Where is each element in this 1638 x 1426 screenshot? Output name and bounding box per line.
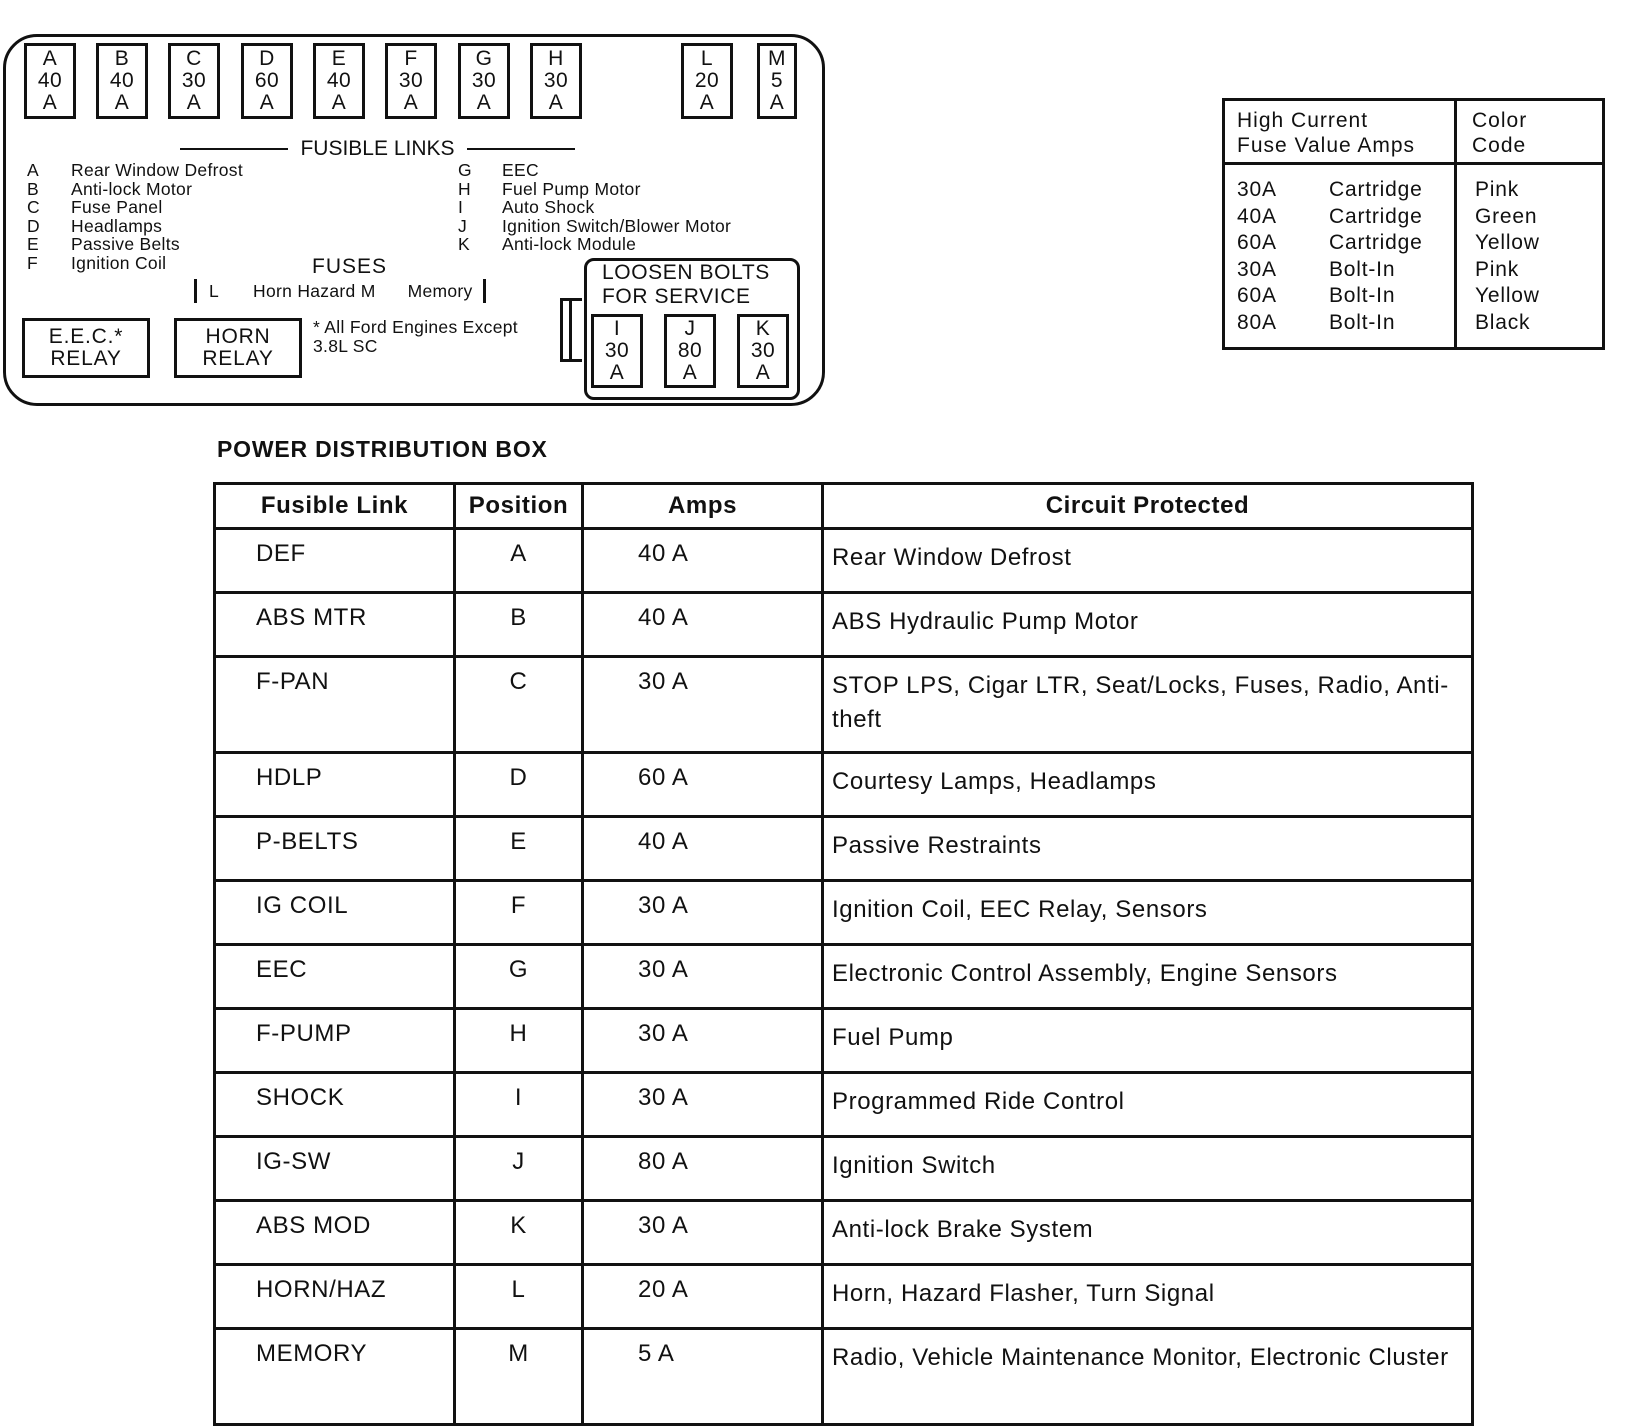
cell-position: C bbox=[455, 657, 583, 753]
fusible-links-title: FUSIBLE LINKS bbox=[300, 137, 455, 160]
legend-key: E bbox=[27, 234, 39, 254]
table-row bbox=[215, 881, 1473, 945]
cell-amps: 80 A bbox=[583, 1137, 823, 1201]
eec-relay-line2: RELAY bbox=[50, 347, 122, 370]
legend-label: Ignition Coil bbox=[71, 252, 167, 273]
fuse-unit: A bbox=[769, 91, 785, 114]
color-table-type: Cartridge bbox=[1329, 204, 1423, 228]
fuse-h bbox=[530, 43, 582, 119]
cell-amps: 30 A bbox=[583, 881, 823, 945]
header-circuit-protected: Circuit Protected bbox=[823, 484, 1473, 529]
fuse-id: H bbox=[548, 47, 564, 70]
loosen-bolts-line2: FOR SERVICE bbox=[602, 285, 751, 308]
cell-link: P-BELTS bbox=[215, 817, 455, 881]
legend-item bbox=[27, 217, 243, 236]
cell-position: D bbox=[455, 753, 583, 817]
cell-link: F-PUMP bbox=[215, 1009, 455, 1073]
legend-key: C bbox=[27, 197, 40, 217]
fuse-a bbox=[24, 43, 76, 119]
fuse-amps: 5 bbox=[770, 69, 784, 92]
bolt-block-connector-inner bbox=[569, 298, 572, 362]
color-table-type: Bolt-In bbox=[1329, 257, 1396, 281]
legend-item bbox=[458, 217, 731, 236]
color-table-amps: 30A bbox=[1237, 178, 1277, 201]
table-body bbox=[215, 529, 1473, 1425]
cell-circuit: STOP LPS, Cigar LTR, Seat/Locks, Fuses, Radio, Anti-theft bbox=[823, 657, 1473, 753]
legend-key: I bbox=[458, 197, 464, 217]
cell-link: SHOCK bbox=[215, 1073, 455, 1137]
color-table-header-color-line2: Code bbox=[1472, 134, 1527, 157]
fuse-unit: A bbox=[476, 91, 492, 114]
color-table-amps: 80A bbox=[1237, 310, 1277, 334]
fuse-m bbox=[757, 43, 797, 119]
fuse-g bbox=[458, 43, 510, 119]
fuse-id: E bbox=[331, 47, 347, 70]
horn-relay bbox=[174, 318, 302, 378]
fuse-d bbox=[241, 43, 293, 119]
fuse-amps: 40 bbox=[37, 69, 63, 92]
cell-circuit: Radio, Vehicle Maintenance Monitor, Electronic Cluster bbox=[823, 1329, 1473, 1425]
fuses-legend-l: L bbox=[209, 280, 220, 301]
legend-key: A bbox=[27, 160, 39, 180]
fuse-l bbox=[681, 43, 733, 119]
table-row bbox=[215, 657, 1473, 753]
cell-amps: 30 A bbox=[583, 1201, 823, 1265]
cell-position: B bbox=[455, 593, 583, 657]
cell-amps: 40 A bbox=[583, 817, 823, 881]
fuses-legend-bar-right bbox=[483, 279, 486, 303]
fuse-id: G bbox=[475, 47, 493, 70]
fuse-amps: 30 bbox=[750, 339, 776, 362]
table-row bbox=[215, 1265, 1473, 1329]
fuse-f bbox=[385, 43, 437, 119]
color-table-color: Yellow bbox=[1475, 231, 1540, 254]
legend-label: Anti-lock Module bbox=[502, 234, 637, 254]
engine-footnote-line2: 3.8L SC bbox=[313, 336, 378, 356]
fuse-unit: A bbox=[42, 91, 58, 114]
table-row bbox=[215, 1201, 1473, 1265]
engine-footnote-line1: * All Ford Engines Except bbox=[313, 317, 518, 337]
fuse-amps: 80 bbox=[677, 339, 703, 362]
legend-label: Passive Belts bbox=[71, 234, 180, 254]
cell-circuit: Ignition Coil, EEC Relay, Sensors bbox=[823, 881, 1473, 945]
fuse-id: I bbox=[613, 317, 621, 340]
fuse-unit: A bbox=[403, 91, 419, 114]
fuses-legend-horn-hazard: Horn Hazard M bbox=[253, 280, 376, 301]
fuse-unit: A bbox=[548, 91, 564, 114]
legend-key: K bbox=[458, 234, 470, 254]
legend-key: J bbox=[458, 215, 468, 236]
fuse-amps: 30 bbox=[543, 69, 569, 92]
table-row bbox=[215, 945, 1473, 1009]
legend-label: Auto Shock bbox=[502, 197, 595, 217]
color-table-color: Yellow bbox=[1475, 284, 1540, 307]
fuse-amps: 30 bbox=[471, 69, 497, 92]
fuse-j bbox=[664, 314, 716, 388]
cell-amps: 30 A bbox=[583, 945, 823, 1009]
table-row bbox=[215, 1073, 1473, 1137]
fusible-links-heading bbox=[180, 135, 575, 163]
cell-circuit: Fuel Pump bbox=[823, 1009, 1473, 1073]
cell-circuit: Programmed Ride Control bbox=[823, 1073, 1473, 1137]
table-row bbox=[215, 1009, 1473, 1073]
cell-circuit: Rear Window Defrost bbox=[823, 529, 1473, 593]
cell-circuit: Electronic Control Assembly, Engine Sensors bbox=[823, 945, 1473, 1009]
cell-amps: 60 A bbox=[583, 753, 823, 817]
fuse-unit: A bbox=[755, 361, 771, 384]
engine-footnote bbox=[313, 318, 518, 356]
fusible-links-legend-left bbox=[27, 161, 243, 272]
fuse-amps: 30 bbox=[398, 69, 424, 92]
cell-amps: 5 A bbox=[583, 1329, 823, 1425]
header-amps: Amps bbox=[583, 484, 823, 529]
heading-rule-right bbox=[467, 148, 575, 150]
fuse-id: M bbox=[768, 47, 786, 70]
fuse-color-code-table bbox=[1222, 98, 1605, 350]
cell-circuit: ABS Hydraulic Pump Motor bbox=[823, 593, 1473, 657]
fuse-id: C bbox=[186, 47, 202, 70]
legend-key: D bbox=[27, 215, 40, 236]
cell-position: L bbox=[455, 1265, 583, 1329]
legend-item bbox=[27, 161, 243, 180]
cell-amps: 30 A bbox=[583, 657, 823, 753]
cell-amps: 30 A bbox=[583, 1009, 823, 1073]
cell-link: ABS MOD bbox=[215, 1201, 455, 1265]
legend-item bbox=[458, 235, 731, 254]
legend-item bbox=[27, 198, 243, 217]
color-table-color: Pink bbox=[1475, 257, 1520, 281]
header-fusible-link: Fusible Link bbox=[215, 484, 455, 529]
legend-item bbox=[458, 180, 731, 199]
legend-item bbox=[27, 235, 243, 254]
table-row bbox=[215, 529, 1473, 593]
table-row bbox=[215, 753, 1473, 817]
color-table-color: Green bbox=[1475, 204, 1538, 228]
fuses-title: FUSES bbox=[312, 255, 388, 278]
loosen-bolts-line1: LOOSEN BOLTS bbox=[602, 261, 770, 284]
legend-label: EEC bbox=[502, 160, 539, 180]
legend-label: Anti-lock Motor bbox=[71, 178, 193, 199]
fuse-id: J bbox=[684, 317, 696, 340]
eec-relay-line1: E.E.C.* bbox=[48, 325, 124, 348]
fuse-k bbox=[737, 314, 789, 388]
cell-position: H bbox=[455, 1009, 583, 1073]
legend-label: Fuel Pump Motor bbox=[502, 178, 641, 199]
cell-link: IG-SW bbox=[215, 1137, 455, 1201]
fuse-amps: 40 bbox=[109, 69, 135, 92]
cell-amps: 40 A bbox=[583, 529, 823, 593]
fuse-amps: 40 bbox=[326, 69, 352, 92]
fuse-i bbox=[591, 314, 643, 388]
legend-label: Headlamps bbox=[71, 215, 163, 236]
cell-position: G bbox=[455, 945, 583, 1009]
color-table-header-rule bbox=[1222, 162, 1605, 165]
cell-link: ABS MTR bbox=[215, 593, 455, 657]
fuse-unit: A bbox=[114, 91, 130, 114]
cell-position: J bbox=[455, 1137, 583, 1201]
header-position: Position bbox=[455, 484, 583, 529]
cell-position: I bbox=[455, 1073, 583, 1137]
legend-key: G bbox=[458, 160, 472, 180]
fusible-links-legend-right bbox=[458, 161, 731, 254]
cell-position: E bbox=[455, 817, 583, 881]
fuses-legend bbox=[194, 279, 486, 303]
table-row bbox=[215, 817, 1473, 881]
legend-label: Ignition Switch/Blower Motor bbox=[502, 215, 732, 236]
horn-relay-line1: HORN bbox=[205, 325, 271, 348]
cell-position: A bbox=[455, 529, 583, 593]
fuse-id: F bbox=[404, 47, 418, 70]
fusible-link-table bbox=[213, 482, 1474, 1426]
cell-position: F bbox=[455, 881, 583, 945]
cell-circuit: Anti-lock Brake System bbox=[823, 1201, 1473, 1265]
fuse-unit: A bbox=[331, 91, 347, 114]
color-table-header-value bbox=[1237, 108, 1415, 158]
color-table-type: Cartridge bbox=[1329, 231, 1423, 254]
fuse-unit: A bbox=[259, 91, 275, 114]
fuse-e bbox=[313, 43, 365, 119]
color-table-type: Bolt-In bbox=[1329, 310, 1396, 334]
cell-circuit: Ignition Switch bbox=[823, 1137, 1473, 1201]
table-row bbox=[215, 593, 1473, 657]
cell-circuit: Courtesy Lamps, Headlamps bbox=[823, 753, 1473, 817]
table-row bbox=[215, 1329, 1473, 1425]
horn-relay-line2: RELAY bbox=[202, 347, 274, 370]
cell-link: IG COIL bbox=[215, 881, 455, 945]
cell-circuit: Passive Restraints bbox=[823, 817, 1473, 881]
cell-link: HORN/HAZ bbox=[215, 1265, 455, 1329]
color-table-type: Bolt-In bbox=[1329, 284, 1396, 307]
fuses-legend-memory: Memory bbox=[407, 280, 473, 301]
fuse-unit: A bbox=[609, 361, 625, 384]
power-distribution-box-title: POWER DISTRIBUTION BOX bbox=[217, 436, 548, 462]
color-table-amps: 60A bbox=[1237, 284, 1277, 307]
cell-link: F-PAN bbox=[215, 657, 455, 753]
fuse-unit: A bbox=[699, 91, 715, 114]
table-row bbox=[215, 1137, 1473, 1201]
fuse-id: A bbox=[42, 47, 58, 70]
cell-link: MEMORY bbox=[215, 1329, 455, 1425]
eec-relay bbox=[22, 318, 150, 378]
fuse-unit: A bbox=[186, 91, 202, 114]
fuse-b bbox=[96, 43, 148, 119]
cell-position: K bbox=[455, 1201, 583, 1265]
cell-link: HDLP bbox=[215, 753, 455, 817]
color-table-color: Pink bbox=[1475, 178, 1520, 201]
color-table-amps: 40A bbox=[1237, 204, 1277, 228]
legend-item bbox=[27, 180, 243, 199]
legend-label: Rear Window Defrost bbox=[71, 160, 244, 180]
fuse-unit: A bbox=[682, 361, 698, 384]
legend-item bbox=[458, 161, 731, 180]
legend-item bbox=[458, 198, 731, 217]
color-table-header-color bbox=[1472, 108, 1527, 158]
color-table-amps: 30A bbox=[1237, 257, 1277, 281]
fuse-id: D bbox=[259, 47, 275, 70]
loosen-bolts-label bbox=[602, 261, 770, 309]
fuse-amps: 30 bbox=[604, 339, 630, 362]
color-table-type: Cartridge bbox=[1329, 178, 1423, 201]
fuse-id: L bbox=[700, 47, 714, 70]
fuses-legend-bar-left bbox=[194, 279, 197, 303]
fuse-amps: 30 bbox=[181, 69, 207, 92]
color-table-header-value-line1: High Current bbox=[1237, 109, 1369, 132]
legend-item bbox=[27, 254, 243, 273]
color-table-header-value-line2: Fuse Value Amps bbox=[1237, 134, 1416, 157]
legend-key: F bbox=[27, 252, 38, 273]
color-table-amps: 60A bbox=[1237, 231, 1277, 254]
table-header-row bbox=[215, 484, 1473, 529]
legend-key: B bbox=[27, 178, 39, 199]
heading-rule-left bbox=[180, 148, 288, 150]
fuse-amps: 60 bbox=[254, 69, 280, 92]
fuse-c bbox=[168, 43, 220, 119]
cell-amps: 40 A bbox=[583, 593, 823, 657]
cell-link: EEC bbox=[215, 945, 455, 1009]
legend-label: Fuse Panel bbox=[71, 197, 163, 217]
fuse-id: B bbox=[114, 47, 130, 70]
cell-position: M bbox=[455, 1329, 583, 1425]
cell-circuit: Horn, Hazard Flasher, Turn Signal bbox=[823, 1265, 1473, 1329]
cell-link: DEF bbox=[215, 529, 455, 593]
cell-amps: 20 A bbox=[583, 1265, 823, 1329]
fuse-id: K bbox=[755, 317, 771, 340]
cell-amps: 30 A bbox=[583, 1073, 823, 1137]
color-table-color: Black bbox=[1475, 310, 1531, 334]
fuse-amps: 20 bbox=[694, 69, 720, 92]
legend-key: H bbox=[458, 178, 471, 199]
color-table-header-color-line1: Color bbox=[1472, 109, 1528, 132]
